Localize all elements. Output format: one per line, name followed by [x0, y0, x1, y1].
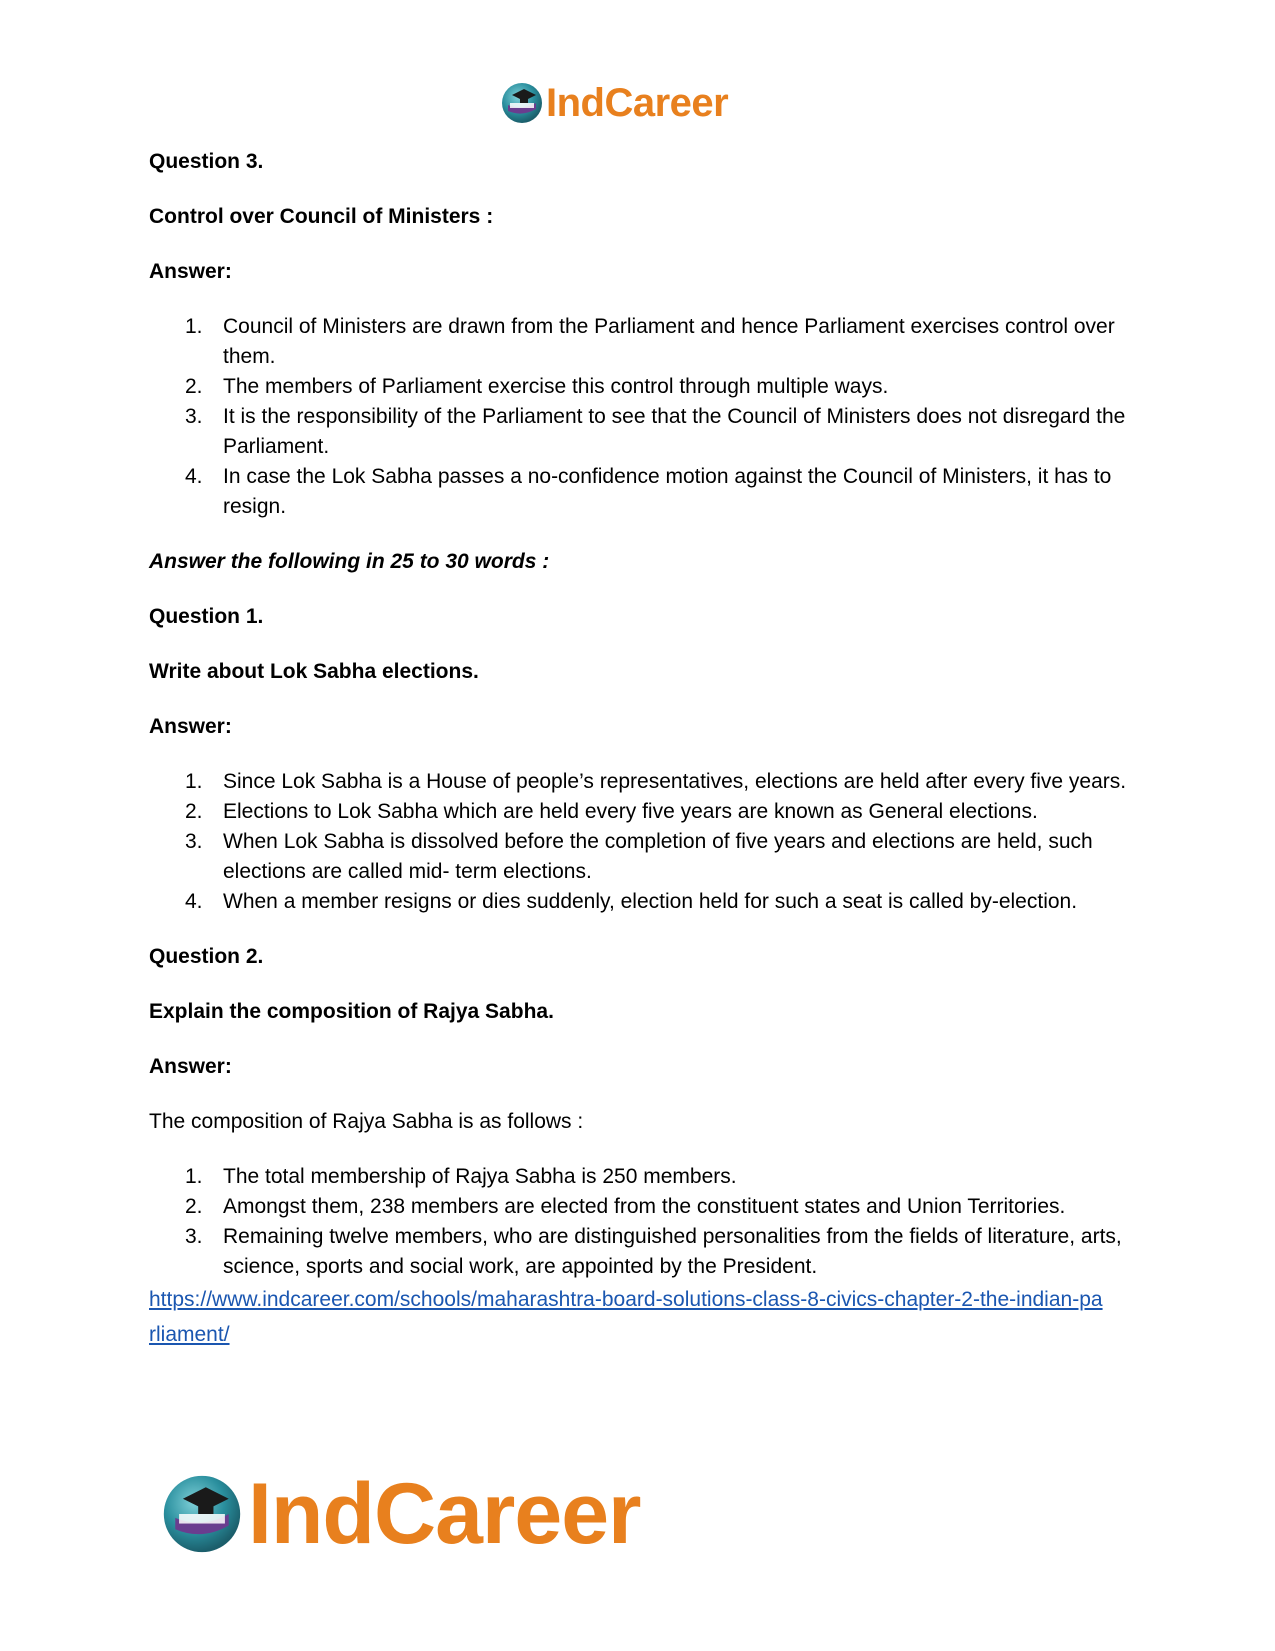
indcareer-logo-bottom	[160, 1466, 641, 1562]
list-item: 3. It is the responsibility of the Parliament to see that the Council of Ministers does not disregard the Parliament.	[185, 405, 1126, 458]
document-content	[149, 147, 1134, 1352]
list-item: 1. The total membership of Rajya Sabha is 250 members.	[185, 1165, 737, 1188]
question-1-answer-list	[149, 767, 1134, 917]
list-item: 1. Council of Ministers are drawn from the Parliament and hence Parliament exercises control over them.	[185, 315, 1115, 368]
list-item: 2. Amongst them, 238 members are elected from the constituent states and Union Territories.	[185, 1195, 1066, 1218]
list-item: 3. When Lok Sabha is dissolved before the completion of five years and elections are held, such elections are called mid- term elections.	[185, 830, 1093, 883]
instruction-heading: Answer the following in 25 to 30 words :	[149, 550, 550, 573]
list-item: 4. When a member resigns or dies suddenly, election held for such a seat is called by-election.	[185, 890, 1078, 913]
question-3-heading: Question 3.	[149, 150, 264, 173]
graduation-globe-icon	[160, 1472, 244, 1556]
graduation-globe-icon	[500, 81, 544, 125]
question-2-answer-list	[149, 1162, 1134, 1282]
question-2-answer-label: Answer:	[149, 1055, 232, 1078]
list-item: 3. Remaining twelve members, who are distinguished personalities from the fields of literature, arts, science, sports and social work, are appointed by the President.	[185, 1225, 1122, 1278]
question-2-heading: Question 2.	[149, 945, 264, 968]
question-2-title: Explain the composition of Rajya Sabha.	[149, 1000, 554, 1023]
question-2-intro: The composition of Rajya Sabha is as follows :	[149, 1110, 584, 1133]
brand-logo-text: IndCareer	[248, 1466, 641, 1562]
indcareer-logo-top	[500, 78, 728, 128]
brand-logo-text: IndCareer	[546, 81, 729, 125]
question-1-title: Write about Lok Sabha elections.	[149, 660, 479, 683]
list-item: 2. Elections to Lok Sabha which are held every five years are known as General elections.	[185, 800, 1038, 823]
question-3-answer-label: Answer:	[149, 260, 232, 283]
source-link[interactable]: https://www.indcareer.com/schools/maharashtra-board-solutions-class-8-civics-chapter-2-the-indian-parliament/	[149, 1288, 1103, 1346]
question-1-heading: Question 1.	[149, 605, 264, 628]
list-item: 1. Since Lok Sabha is a House of people’s representatives, elections are held after every five years.	[185, 770, 1127, 793]
question-1-answer-label: Answer:	[149, 715, 232, 738]
list-item: 4. In case the Lok Sabha passes a no-confidence motion against the Council of Ministers, it has to resign.	[185, 465, 1112, 518]
question-3-title: Control over Council of Ministers :	[149, 205, 494, 228]
question-3-answer-list	[149, 312, 1134, 522]
list-item: 2. The members of Parliament exercise this control through multiple ways.	[185, 375, 889, 398]
